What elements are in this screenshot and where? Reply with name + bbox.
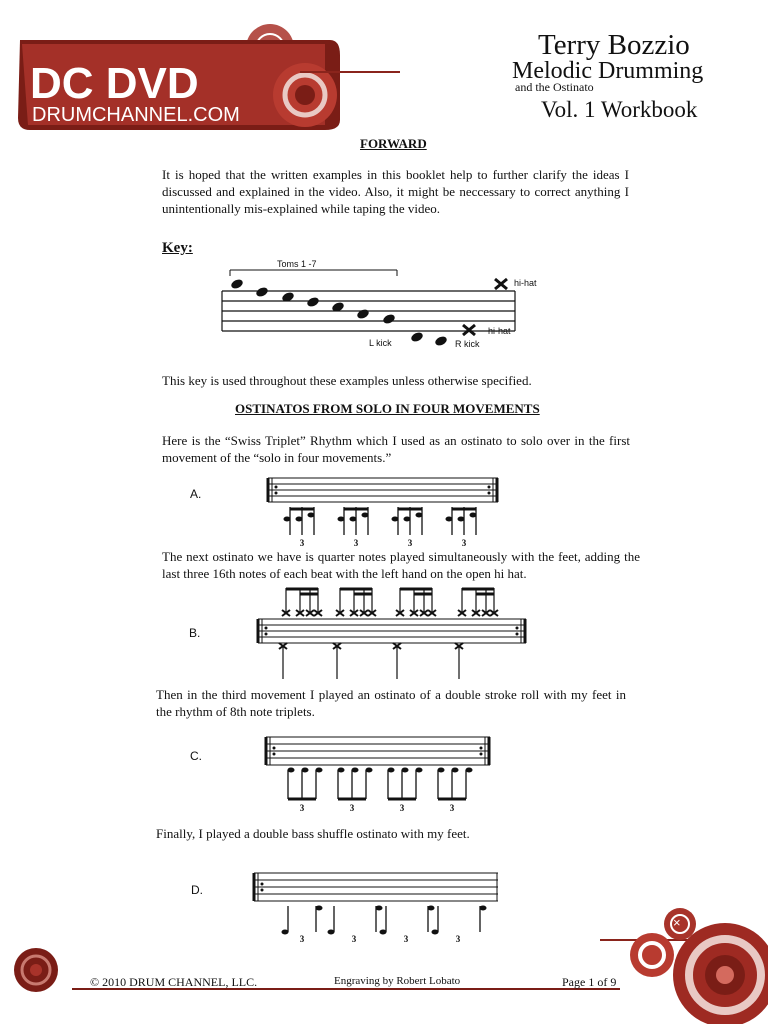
key-note: This key is used throughout these examples unless otherwise specified.	[162, 373, 532, 388]
example-a-staff	[260, 475, 510, 550]
triplet-mark: 3	[299, 803, 305, 813]
triplet-mark: 3	[399, 803, 405, 813]
triplet-mark: 3	[461, 538, 467, 548]
example-d-label: D.	[191, 883, 203, 897]
volume-label: Vol. 1 Workbook	[541, 97, 698, 122]
example-b-staff	[250, 583, 535, 683]
toms-label: Toms 1 -7	[277, 259, 317, 269]
footer-page-number: Page 1 of 9	[562, 975, 617, 989]
logo-site-text: DRUMCHANNEL.COM	[32, 104, 240, 126]
footer-copyright: © 2010 DRUM CHANNEL, LLC.	[90, 975, 258, 989]
forward-heading: FORWARD	[360, 136, 427, 151]
hihat-bottom-label: hi-hat	[488, 326, 511, 336]
hihat-top-label: hi-hat	[514, 278, 537, 288]
l-kick-label: L kick	[369, 338, 392, 348]
footer-engraving: Engraving by Robert Lobato	[334, 975, 461, 987]
ostinatos-heading: OSTINATOS FROM SOLO IN FOUR MOVEMENTS	[235, 401, 540, 416]
example-c-staff	[258, 733, 498, 813]
triplet-mark: 3	[403, 934, 409, 944]
triplet-mark: 3	[299, 538, 305, 548]
triplet-mark: 3	[449, 803, 455, 813]
book-subtitle: and the Ostinato	[515, 80, 594, 94]
book-title: Melodic Drumming	[512, 58, 704, 84]
triplet-mark: 3	[351, 934, 357, 944]
footer-close-mark: ×	[673, 915, 681, 930]
logo-brand-text: DC DVD	[30, 59, 199, 108]
triplet-mark: 3	[455, 934, 461, 944]
example-c-label: C.	[190, 749, 202, 763]
triplet-mark: 3	[353, 538, 359, 548]
example-b-text: The next ostinato we have is quarter notes played simultaneously with the feet, adding the last three 16th notes of each beat with the left hand on the open hi hat.	[162, 549, 640, 581]
triplet-mark: 3	[299, 934, 305, 944]
example-b-label: B.	[189, 626, 201, 640]
r-kick-label: R kick	[455, 339, 480, 349]
example-d-text: Finally, I played a double bass shuffle ostinato with my feet.	[156, 826, 470, 841]
footer-decoration	[0, 900, 768, 1024]
author-name: Terry Bozzio	[538, 29, 690, 61]
triplet-mark: 3	[407, 538, 413, 548]
drumchannel-logo	[0, 10, 400, 135]
example-c-text: Then in the third movement I played an ostinato of a double stroke roll with my feet in the rhythm of 8th note triplets.	[156, 687, 626, 719]
example-a-label: A.	[190, 487, 202, 501]
key-label: Key:	[162, 240, 193, 256]
forward-text: It is hoped that the written examples in this booklet help to further clarify the ideas I discussed and explained in the video. Also, it might be neccessary to correct anything I unintentionally mis-explained while taping the video.	[162, 167, 629, 216]
triplet-mark: 3	[349, 803, 355, 813]
swiss-triplet-text: Here is the “Swiss Triplet” Rhythm which I used as an ostinato to solo over in the first movement of the “solo in four movements.”	[162, 433, 630, 465]
